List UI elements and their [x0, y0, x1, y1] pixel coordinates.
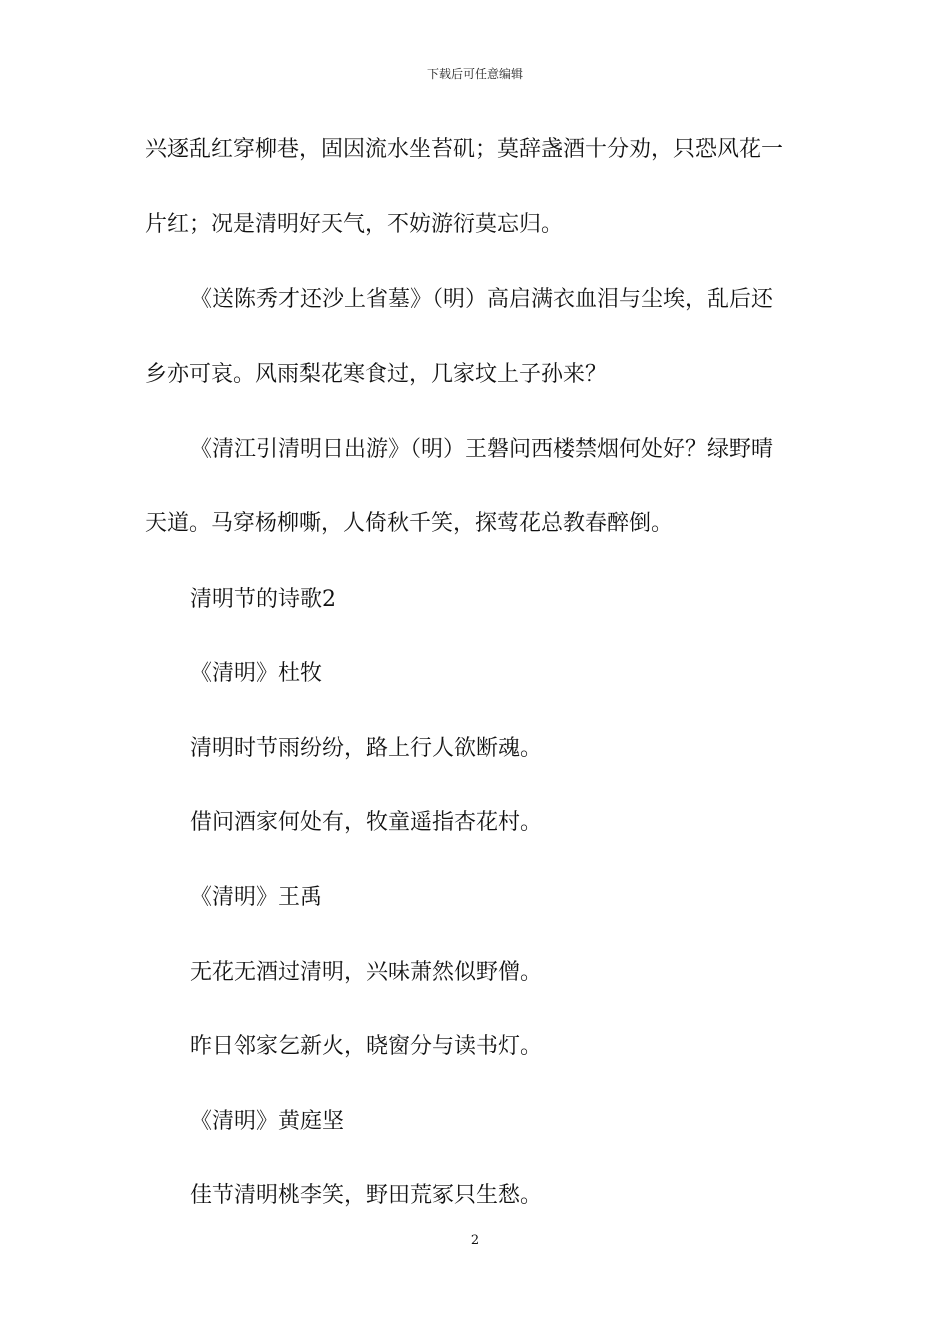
poem-line: 昨日邻家乞新火，晓窗分与读书灯。 — [190, 1034, 543, 1059]
poem-line: 借问酒家何处有，牧童遥指杏花村。 — [190, 810, 543, 835]
text-line: 《清江引清明日出游》（明）王磐问西楼禁烟何处好？绿野晴 — [190, 437, 774, 462]
poem-title: 《清明》黄庭坚 — [190, 1109, 345, 1134]
text-line: 片红；况是清明好天气，不妨游衍莫忘归。 — [145, 212, 564, 237]
poem-title: 《清明》杜牧 — [190, 661, 323, 686]
poem-line: 无花无酒过清明，兴味萧然似野僧。 — [190, 960, 543, 985]
page-number: 2 — [470, 1233, 480, 1248]
text-line: 天道。马穿杨柳嘶，人倚秋千笑，探莺花总教春醉倒。 — [145, 511, 674, 536]
poem-title: 《清明》王禹 — [190, 885, 323, 910]
poem-line: 佳节清明桃李笑，野田荒冢只生愁。 — [190, 1183, 543, 1208]
text-line: 《送陈秀才还沙上省墓》（明）高启满衣血泪与尘埃，乱后还 — [190, 287, 774, 312]
text-line: 乡亦可哀。风雨梨花寒食过，几家坟上子孙来？ — [145, 362, 608, 387]
poem-line: 清明时节雨纷纷，路上行人欲断魂。 — [190, 736, 543, 761]
text-line: 兴逐乱红穿柳巷，固因流水坐苔矶；莫辞盏酒十分劝，只恐风花一 — [145, 137, 784, 162]
page-header: 下载后可任意编辑 — [426, 67, 523, 81]
section-heading: 清明节的诗歌2 — [190, 587, 336, 612]
